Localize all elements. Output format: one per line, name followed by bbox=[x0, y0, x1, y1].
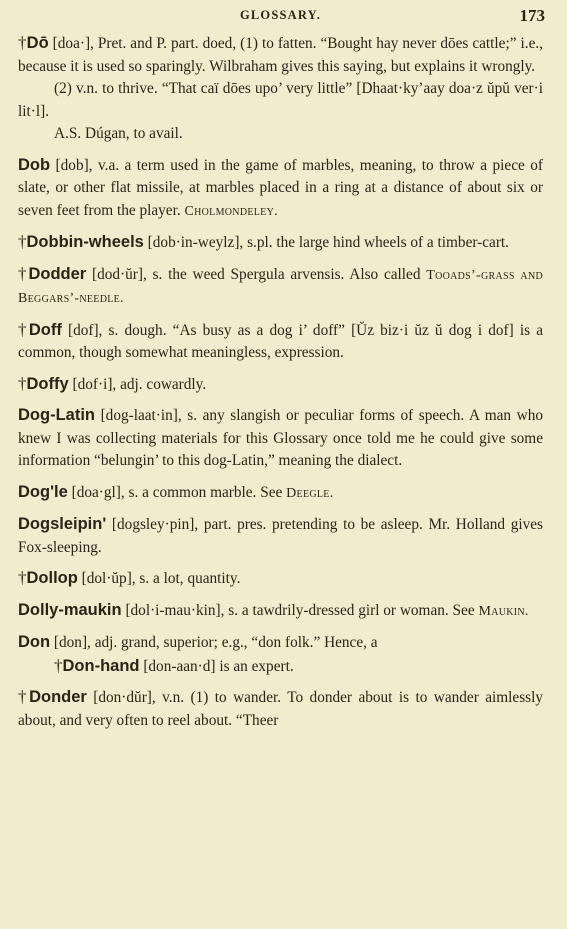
page-number: 173 bbox=[519, 6, 545, 25]
definition: [dogsley·pin], part. pres. pretending to be asleep. Mr. Holland gives Fox-sleeping. bbox=[18, 516, 543, 556]
cross-reference: Maukin. bbox=[478, 603, 529, 619]
entry-dogle bbox=[18, 481, 543, 506]
definition: [dob], v.a. a term used in the game of marbles, meaning, to throw a piece of slate, or other flat missile, at marbles placed in a ring at a distance of about six or seven feet from the player. bbox=[18, 156, 543, 219]
dagger-mark: † bbox=[54, 655, 63, 675]
definition: [dod·ŭr], s. the weed Spergula arvensis. Also called bbox=[91, 265, 421, 283]
entry-dodder-body bbox=[18, 263, 543, 311]
definition: [dol·i-mau·kin], s. a tawdrily-dressed girl or woman. See bbox=[125, 601, 475, 619]
definition: [dof·i], adj. cowardly. bbox=[72, 375, 207, 393]
source-citation: Cholmondeley. bbox=[184, 203, 278, 219]
entry-dobbin-wheels bbox=[18, 231, 543, 255]
headword: Dodder bbox=[28, 264, 87, 283]
headword: Dogsleipin' bbox=[18, 515, 107, 533]
dagger-mark: † bbox=[18, 373, 27, 393]
definition: [dof], s. dough. “As busy as a dog i’ doff” [Ŭz biz·i ŭz ŭ dog i dof] is a common, though somewhat meaningless, expression. bbox=[18, 321, 543, 361]
entry-dogsleipin-body bbox=[18, 513, 543, 559]
definition: [don·dŭr], v.n. (1) to wander. To donder about is to wander aimlessly about, and very often to reel about. “Theer bbox=[18, 689, 543, 729]
entry-dollop bbox=[18, 567, 543, 591]
dagger-mark: † bbox=[18, 263, 29, 283]
entry-dob-body bbox=[18, 154, 543, 224]
definition: [dol·ŭp], s. a lot, quantity. bbox=[81, 570, 241, 587]
dagger-mark: † bbox=[18, 568, 27, 587]
sub-definition: [don-aan·d] is an expert. bbox=[143, 657, 294, 675]
dagger-mark: † bbox=[18, 687, 30, 706]
dagger-mark: † bbox=[18, 33, 27, 52]
entry-dogsleipin bbox=[18, 513, 543, 559]
cross-reference: Deegle. bbox=[286, 485, 334, 501]
dagger-mark: † bbox=[18, 319, 29, 339]
running-head-title: GLOSSARY. bbox=[239, 8, 322, 22]
entry-dolly-maukin-body bbox=[18, 599, 543, 624]
headword: Donder bbox=[29, 688, 87, 706]
entry-dolly-maukin bbox=[18, 599, 543, 624]
entry-dodder bbox=[18, 263, 543, 311]
headword: Don bbox=[18, 633, 51, 651]
definition: [doa·], Pret. and P. part. doed, (1) to fatten. “Bought hay never dōes cattle;” i.e., because it is used so sparingly. Wilbraham gives this saying, but explains it wrongly. bbox=[18, 35, 544, 75]
glossary-entries bbox=[18, 32, 543, 732]
sub-headword: Don-hand bbox=[62, 656, 140, 675]
entry-doffy-body bbox=[18, 373, 543, 397]
etymology: A.S. Dúgan, to avail. bbox=[54, 125, 183, 142]
entry-do bbox=[18, 32, 543, 146]
definition: [don], adj. grand, superior; e.g., “don folk.” Hence, a bbox=[53, 634, 378, 651]
headword: Doffy bbox=[26, 374, 69, 393]
entry-dollop-body bbox=[18, 567, 543, 591]
entry-doffy bbox=[18, 373, 543, 397]
dagger-mark: † bbox=[18, 232, 27, 251]
entry-don bbox=[18, 631, 543, 678]
headword: Dolly-maukin bbox=[18, 600, 122, 619]
headword: Dobbin-wheels bbox=[26, 233, 144, 251]
entry-dobbin-wheels-body bbox=[18, 231, 543, 255]
entry-dog-latin-body bbox=[18, 404, 543, 473]
entry-doff bbox=[18, 319, 543, 365]
entry-dog-latin bbox=[18, 404, 543, 473]
entry-donder bbox=[18, 686, 543, 732]
entry-donder-body bbox=[18, 686, 543, 732]
definition: [dog-laat·in], s. any slangish or peculiar forms of speech. A man who knew I was collecting materials for this Glossary once told me he could give some information “belungin’ to this dog-Latin,” meaning the dialect. bbox=[18, 407, 544, 469]
entry-dob bbox=[18, 154, 543, 224]
definition: [doa·gl], s. a common marble. See bbox=[71, 483, 283, 501]
headword: Dog'le bbox=[18, 482, 68, 501]
headword: Dollop bbox=[26, 569, 78, 587]
headword: Doff bbox=[28, 320, 62, 339]
entry-don-body bbox=[18, 631, 543, 655]
running-head bbox=[18, 8, 543, 30]
entry-doff-body bbox=[18, 319, 543, 365]
entry-dogle-body bbox=[18, 481, 543, 506]
definition: [dob·in-weylz], s.pl. the large hind wheels of a timber-cart. bbox=[147, 234, 509, 251]
sense-2: (2) v.n. to thrive. “That caï dōes upo’ very little” [Dhaat·ky’aay doa·z ŭpŭ ver·i lit·l]. bbox=[18, 80, 543, 120]
headword: Dog-Latin bbox=[18, 406, 95, 424]
headword: Dob bbox=[18, 155, 51, 174]
headword: Dō bbox=[26, 34, 49, 52]
entry-do-body bbox=[18, 32, 543, 78]
cross-reference: Tooads’-grass and Beggars’-needle. bbox=[18, 267, 543, 306]
sub-entry-don-hand bbox=[18, 655, 543, 679]
